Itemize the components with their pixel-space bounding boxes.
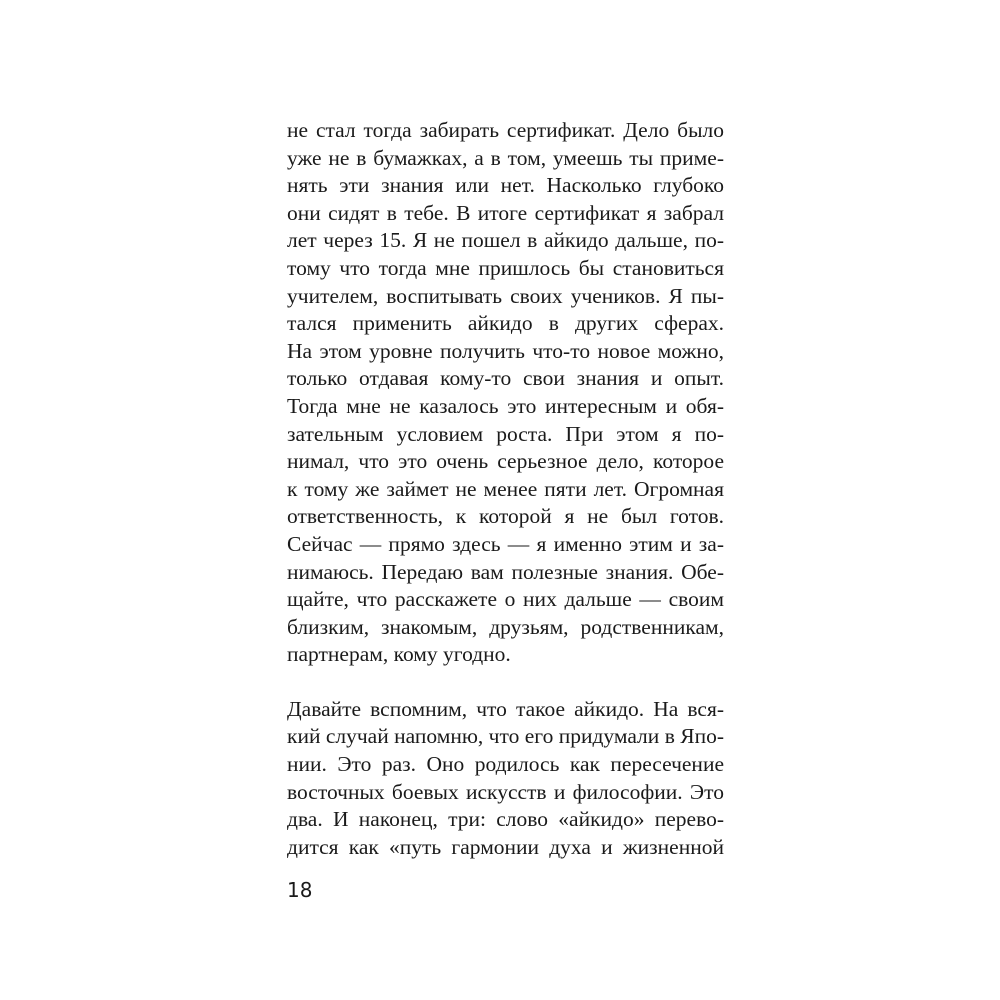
paragraph-2: [287, 696, 724, 862]
text-line: близким, знакомым, друзьям, родственникам,: [287, 614, 724, 639]
text-line: нимаюсь. Передаю вам полезные знания. Обе-: [287, 559, 724, 584]
text-line: восточных боевых искусств и философии. Это: [287, 779, 724, 804]
text-line: два. И наконец, три: слово «айкидо» перево-: [287, 807, 724, 832]
text-line: кий случай напомню, что его придумали в Япо-: [287, 724, 724, 749]
text-line: они сидят в тебе. В итоге сертификат я забрал: [287, 200, 724, 225]
text-line: не стал тогда забирать сертификат. Дело было: [287, 118, 724, 142]
text-line: дится как «путь гармонии духа и жизненной: [287, 834, 724, 859]
text-line: лет через 15. Я не пошел в айкидо дальше, по-: [287, 228, 724, 253]
text-line: только отдавая кому-то свои знания и опыт.: [287, 366, 724, 391]
text-line: Тогда мне не казалось это интересным и обя-: [287, 393, 724, 418]
text-line: партнерам, кому угодно.: [287, 642, 511, 667]
text-line: тался применить айкидо в других сферах.: [287, 311, 724, 336]
text-line: Сейчас — прямо здесь — я именно этим и за-: [287, 531, 724, 556]
text-line: учителем, воспитывать своих учеников. Я пы-: [287, 283, 724, 308]
text-line: нять эти знания или нет. Насколько глубоко: [287, 173, 724, 198]
text-line: щайте, что расскажете о них дальше — своим: [287, 587, 724, 612]
paragraph-1: [287, 117, 724, 669]
text-line: ответственность, к которой я не был готов.: [287, 504, 724, 529]
text-line: нии. Это раз. Оно родилось как пересечение: [287, 752, 724, 777]
text-line: Давайте вспомним, что такое айкидо. На вся-: [287, 696, 724, 721]
text-line: На этом уровне получить что-то новое можно,: [287, 338, 724, 363]
text-line: нимал, что это очень серьезное дело, которое: [287, 449, 724, 474]
text-line: к тому же займет не менее пяти лет. Огромная: [287, 476, 724, 501]
body-text: [287, 117, 724, 861]
page-number: 18: [287, 878, 313, 902]
text-line: уже не в бумажках, а в том, умеешь ты приме-: [287, 145, 724, 170]
text-line: зательным условием роста. При этом я по-: [287, 421, 724, 446]
text-line: тому что тогда мне пришлось бы становиться: [287, 255, 724, 280]
